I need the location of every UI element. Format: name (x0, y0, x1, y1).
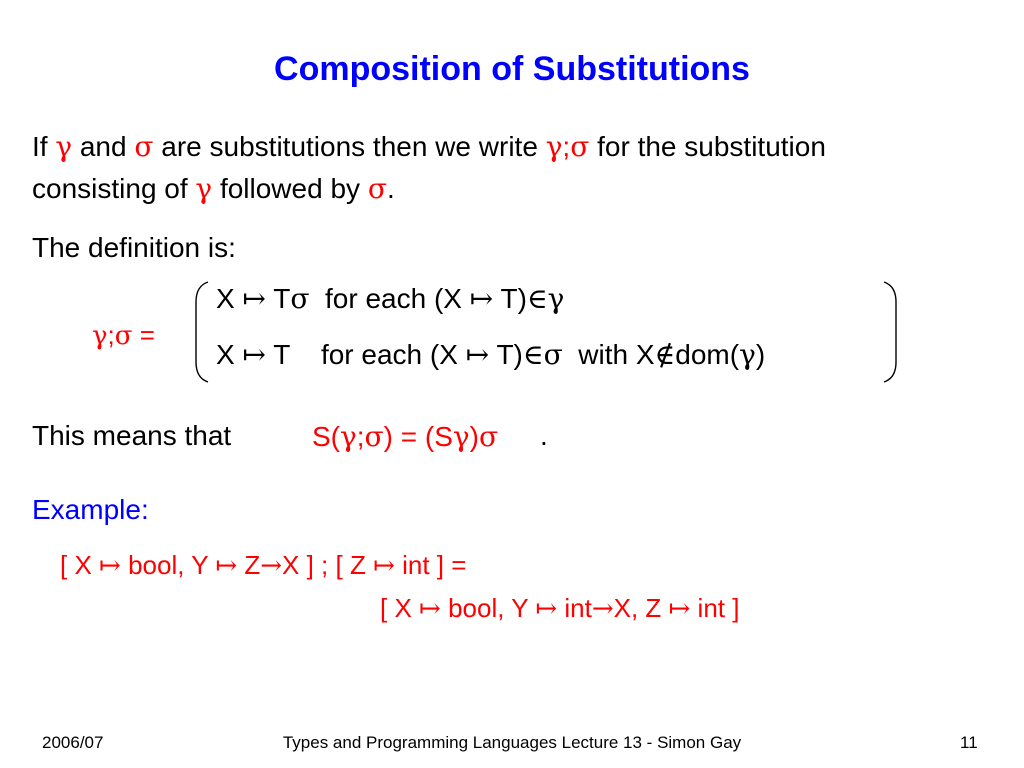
footer-course: Types and Programming Languages Lecture 13 - Simon Gay (282, 733, 742, 752)
definition-case-2 (216, 338, 765, 371)
gamma-symbol: γ (545, 130, 563, 163)
semicolon: ; (356, 421, 365, 452)
equation-text: ) = (S (383, 421, 453, 452)
means-equation (312, 420, 498, 453)
sigma-symbol: σ (543, 338, 563, 371)
mapsto-icon: ↦ (419, 594, 441, 624)
sigma-symbol: σ (570, 130, 590, 163)
gamma-symbol: γ (55, 130, 73, 163)
intro-text: and (79, 131, 127, 162)
definition-heading: The definition is: (32, 232, 236, 263)
sigma-symbol: σ (364, 420, 384, 453)
period: . (386, 173, 395, 204)
definition-lhs (92, 320, 155, 351)
mapsto-icon: ↦ (242, 282, 266, 315)
equation-text: S( (312, 421, 340, 452)
example-label: Example: (32, 494, 149, 525)
example-text: int ] = (402, 550, 467, 580)
case-text: T) (496, 339, 523, 370)
intro-text: are substitutions then we write (161, 131, 538, 162)
intro-line-1 (32, 130, 826, 163)
sigma-symbol: σ (114, 321, 133, 351)
element-of-icon: ∈ (522, 338, 544, 371)
semicolon: ; (562, 131, 571, 162)
case-text: X (216, 339, 235, 370)
right-brace-icon (882, 280, 902, 384)
mapsto-icon: ↦ (242, 338, 266, 371)
mapsto-icon: ↦ (99, 551, 121, 581)
example-text: X, Z (613, 593, 662, 623)
period: . (540, 420, 548, 451)
example-text: X ] ; [ Z (282, 550, 366, 580)
example-text: int ] (697, 593, 740, 623)
example-text: [ X (380, 593, 412, 623)
left-brace-icon (190, 280, 210, 384)
gamma-symbol: γ (340, 420, 357, 453)
equals-sign: = (139, 320, 155, 350)
case-text: for each (X (325, 283, 462, 314)
intro-text: for the substitution (597, 131, 826, 162)
sigma-symbol: σ (478, 420, 499, 453)
mapsto-icon: ↦ (535, 594, 558, 624)
intro-text: If (32, 131, 48, 162)
case-text: ) (755, 339, 766, 370)
case-text: dom( (675, 339, 740, 370)
not-element-of-icon: ∉ (654, 338, 676, 371)
mapsto-icon: ↦ (465, 338, 490, 371)
example-text: Z (244, 550, 261, 580)
footer-date: 2006/07 (42, 733, 104, 752)
element-of-icon: ∈ (526, 282, 548, 315)
arrow-right-icon: → (260, 551, 283, 581)
gamma-symbol: γ (452, 420, 470, 453)
example-text: int (564, 593, 592, 623)
means-label: This means that (32, 420, 232, 451)
mapsto-icon: ↦ (668, 594, 691, 624)
gamma-symbol: γ (739, 338, 756, 371)
footer-page-number: 11 (960, 733, 978, 752)
case-text: T (273, 339, 290, 370)
gamma-symbol: γ (547, 282, 565, 315)
gamma-symbol: γ (92, 321, 108, 351)
intro-text: followed by (219, 173, 361, 204)
example-text: [ X (60, 550, 92, 580)
case-text: X (216, 283, 235, 314)
slide-title: Composition of Substitutions (274, 50, 750, 88)
case-text: with X (578, 339, 655, 370)
arrow-right-icon: → (591, 594, 614, 624)
sigma-symbol: σ (290, 282, 310, 315)
sigma-symbol: σ (134, 130, 154, 163)
definition-case-1 (216, 282, 564, 315)
case-text: T) (500, 283, 527, 314)
case-text: T (273, 283, 291, 314)
sigma-symbol: σ (367, 172, 387, 205)
intro-line-2 (32, 172, 395, 205)
equation-text: ) (469, 421, 479, 452)
mapsto-icon: ↦ (215, 551, 238, 581)
case-text: for each (X (320, 339, 458, 370)
mapsto-icon: ↦ (373, 551, 395, 581)
example-line-1 (60, 550, 466, 581)
example-text: bool, Y (128, 550, 209, 580)
mapsto-icon: ↦ (469, 282, 494, 315)
semicolon: ; (107, 320, 115, 350)
intro-text: consisting of (32, 173, 188, 204)
gamma-symbol: γ (195, 172, 213, 205)
example-line-2 (380, 593, 739, 624)
example-text: bool, Y (448, 593, 529, 623)
